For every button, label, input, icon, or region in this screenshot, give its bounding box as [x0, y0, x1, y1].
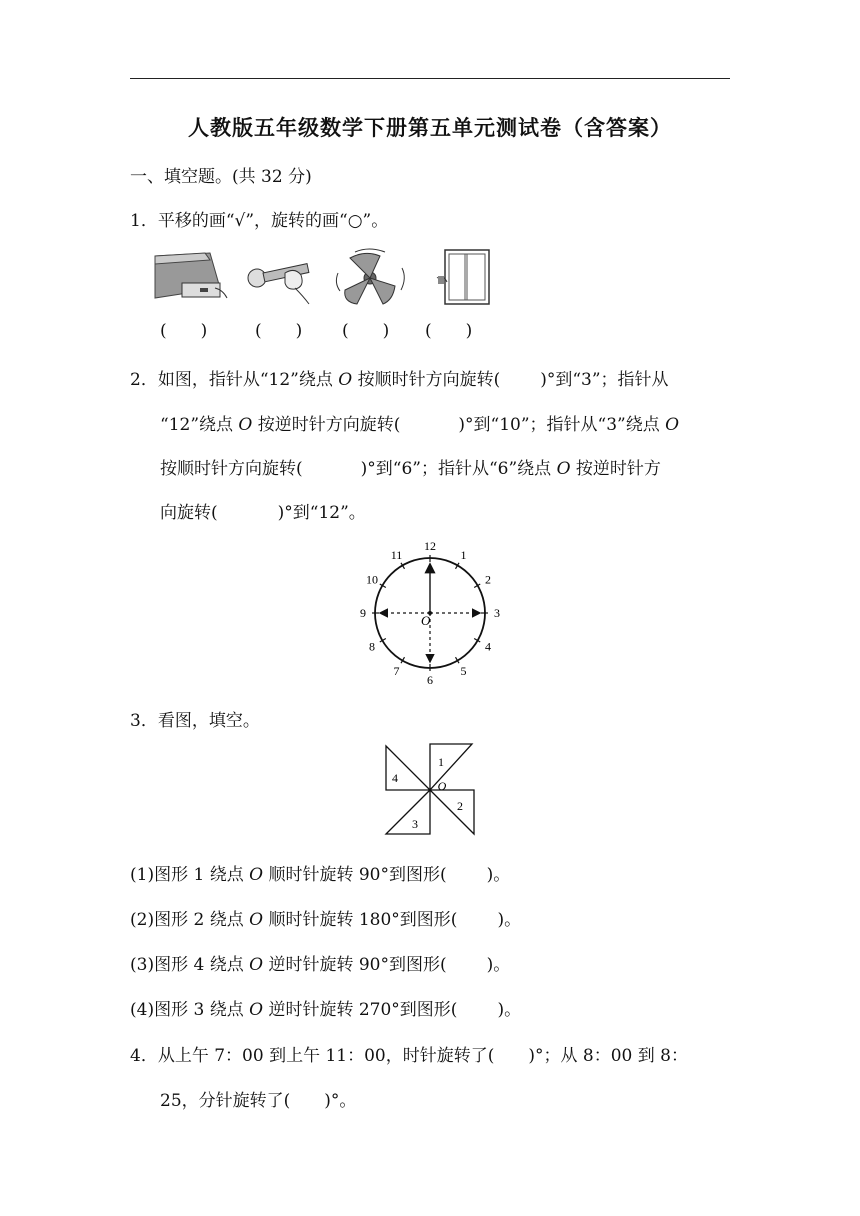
q1-pictures — [150, 248, 510, 308]
q3-text: 顺时针旋转 90°到图形( — [263, 865, 447, 885]
q3-text: (3)图形 4 绕点 — [130, 955, 250, 975]
q3-text: (4)图形 3 绕点 — [130, 1000, 250, 1020]
clock-number-5: 5 — [460, 664, 467, 679]
clock-number-8: 8 — [368, 639, 375, 654]
pinwheel-triangle-2 — [430, 790, 474, 834]
q2-text: )°到“12”。 — [277, 503, 366, 523]
q3-text: (2)图形 2 绕点 — [130, 910, 250, 930]
clock-number-6: 6 — [427, 673, 433, 685]
q4-line-1: 4．从上午 7：00 到上午 11：00，时针旋转了( )°；从 8：00 到 8： — [130, 1046, 688, 1066]
clock-number-2: 2 — [485, 572, 492, 587]
q3-item-3 — [130, 950, 510, 975]
q1-text: 1．平移的画“√”，旋转的画“○”。 — [130, 211, 389, 231]
point-o: O — [238, 415, 253, 435]
q3-text: (1)图形 1 绕点 — [130, 865, 250, 885]
q2-line-2 — [160, 410, 679, 435]
q3-text: )。 — [497, 910, 522, 930]
pinwheel-triangle-1 — [430, 744, 472, 790]
drawer-icon — [155, 253, 227, 298]
top-rule — [130, 78, 730, 79]
q2-text: 2．如图，指针从“12”绕点 — [130, 370, 339, 390]
q1-answer-1[interactable]: ( ) — [160, 321, 208, 341]
q2-text: 向旋转( — [160, 503, 218, 523]
q3-text: 逆时针旋转 270°到图形( — [263, 1000, 458, 1020]
point-o: O — [556, 459, 571, 479]
pinwheel-center-label: O — [437, 779, 447, 793]
pinwheel-label-4: 4 — [392, 771, 398, 785]
q4-line-2: 25，分针旋转了( )°。 — [160, 1091, 357, 1111]
clock-diagram — [355, 535, 505, 685]
q3-text: )。 — [486, 865, 511, 885]
q3-item-4 — [130, 995, 521, 1020]
q3-item-2 — [130, 905, 521, 930]
wrench-icon — [248, 264, 309, 304]
q3-item-1 — [130, 860, 510, 885]
clock-number-7: 7 — [393, 664, 400, 679]
section-heading: 一、填空题。(共 32 分) — [130, 167, 312, 187]
q1-answer-4[interactable]: ( ) — [425, 321, 473, 341]
point-o: O — [249, 865, 264, 885]
pinwheel-triangle-3 — [386, 790, 430, 834]
clock-number-9: 9 — [360, 606, 366, 620]
clock-number-12: 12 — [424, 539, 436, 553]
q2-text: 按顺时针方向旋转( — [160, 459, 303, 479]
q3-text: 顺时针旋转 180°到图形( — [263, 910, 458, 930]
point-o: O — [249, 1000, 264, 1020]
clock-number-1: 1 — [460, 547, 467, 562]
q2-line-4 — [160, 498, 366, 523]
pinwheel-label-1: 1 — [438, 755, 444, 769]
point-o: O — [338, 370, 353, 390]
q2-line-3 — [160, 454, 661, 479]
clock-number-10: 10 — [365, 572, 378, 587]
point-o: O — [249, 910, 264, 930]
q2-text: 按顺时针方向旋转( — [352, 370, 501, 390]
q3-text: 3．看图，填空。 — [130, 711, 260, 731]
clock-number-4: 4 — [485, 639, 492, 654]
clock-number-11: 11 — [390, 547, 403, 562]
pinwheel-diagram — [380, 742, 480, 838]
q2-line-1 — [130, 365, 669, 390]
q2-text: )°到“10”；指针从“3”绕点 — [458, 415, 666, 435]
q2-text: 按逆时针方向旋转( — [252, 415, 401, 435]
q2-text: )°到“6”；指针从“6”绕点 — [360, 459, 557, 479]
clock-center-label: O — [421, 613, 431, 628]
pinwheel-label-3: 3 — [412, 817, 418, 831]
q2-text: 按逆时针方 — [570, 459, 661, 479]
page-title: 人教版五年级数学下册第五单元测试卷（含答案） — [188, 115, 672, 140]
q1-answer-3[interactable]: ( ) — [342, 321, 390, 341]
q3-text: )。 — [497, 1000, 522, 1020]
q2-text: “12”绕点 — [160, 415, 239, 435]
window-icon — [437, 250, 489, 304]
point-o: O — [665, 415, 680, 435]
q2-text: )°到“3”；指针从 — [540, 370, 669, 390]
fan-icon — [336, 249, 404, 304]
point-o: O — [249, 955, 264, 975]
q1-answer-2[interactable]: ( ) — [255, 321, 303, 341]
pinwheel-label-2: 2 — [457, 799, 463, 813]
clock-number-3: 3 — [494, 606, 500, 620]
q3-text: 逆时针旋转 90°到图形( — [263, 955, 447, 975]
q3-text: )。 — [486, 955, 511, 975]
